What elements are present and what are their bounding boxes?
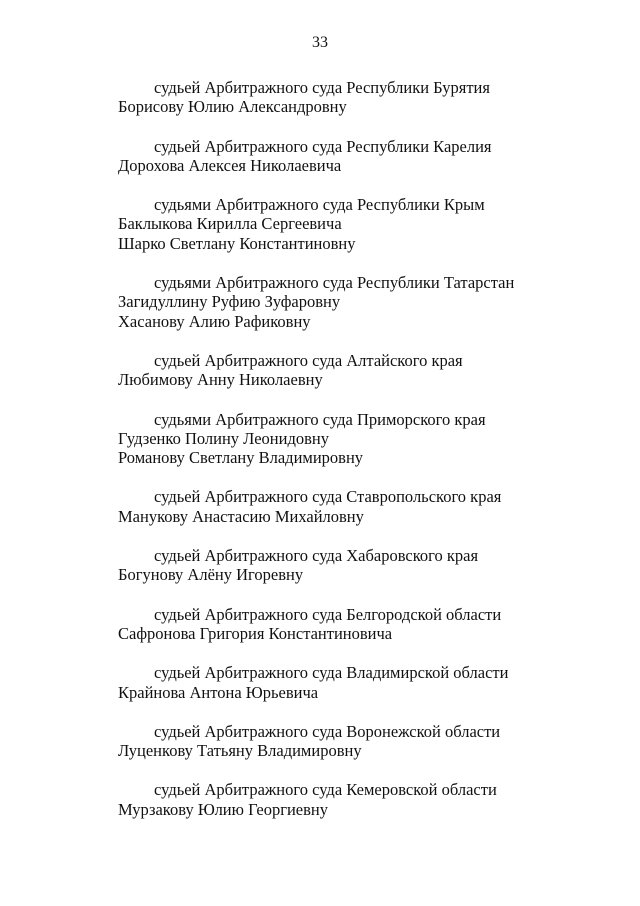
appointment-entry: [118, 410, 538, 468]
judge-name: Борисову Юлию Александровну: [118, 97, 347, 117]
judge-name: Манукову Анастасию Михайловну: [118, 506, 364, 526]
appointment-entry: [118, 722, 538, 761]
appointment-entry: [118, 78, 538, 117]
judge-name: Романову Светлану Владимировну: [118, 448, 364, 468]
appointment-entry: [118, 663, 538, 702]
court-line: судьей Арбитражного суда Владимирской области: [154, 663, 509, 683]
appointment-entry: [118, 195, 538, 253]
judge-name: Крайнова Антона Юрьевича: [118, 682, 319, 702]
appointment-list: [118, 78, 538, 839]
court-line: судьей Арбитражного суда Кемеровской области: [154, 780, 497, 800]
appointment-entry: [118, 351, 538, 390]
court-line: судьей Арбитражного суда Ставропольского края: [154, 487, 502, 507]
court-line: судьями Арбитражного суда Республики Крым: [154, 195, 485, 215]
judge-name: Баклыкова Кирилла Сергеевича: [118, 214, 342, 234]
court-line: судьей Арбитражного суда Республики Карелия: [154, 136, 492, 156]
appointment-entry: [118, 546, 538, 585]
court-line: судьями Арбитражного суда Республики Татарстан: [154, 273, 515, 293]
judge-name: Сафронова Григория Константиновича: [118, 623, 393, 643]
appointment-entry: [118, 487, 538, 526]
appointment-entry: [118, 605, 538, 644]
judge-name: Хасанову Алию Рафиковну: [118, 311, 311, 331]
judge-name: Мурзакову Юлию Георгиевну: [118, 799, 328, 819]
judge-name: Богунову Алёну Игоревну: [118, 565, 304, 585]
appointment-entry: [118, 273, 538, 331]
judge-name: Дорохова Алексея Николаевича: [118, 155, 342, 175]
court-line: судьей Арбитражного суда Белгородской области: [154, 604, 502, 624]
judge-name: Гудзенко Полину Леонидовну: [118, 428, 329, 448]
judge-name: Шарко Светлану Константиновну: [118, 233, 356, 253]
judge-name: Луценкову Татьяну Владимировну: [118, 741, 362, 761]
appointment-entry: [118, 137, 538, 176]
judge-name: Загидуллину Руфию Зуфаровну: [118, 292, 341, 312]
appointment-entry: [118, 780, 538, 819]
court-line: судьей Арбитражного суда Хабаровского края: [154, 546, 479, 566]
judge-name: Любимову Анну Николаевну: [118, 370, 323, 390]
court-line: судьей Арбитражного суда Алтайского края: [154, 350, 463, 370]
court-line: судьей Арбитражного суда Воронежской области: [154, 721, 501, 741]
page-number: 33: [312, 34, 328, 51]
court-line: судьей Арбитражного суда Республики Бурятия: [154, 78, 490, 97]
court-line: судьями Арбитражного суда Приморского края: [154, 409, 486, 429]
